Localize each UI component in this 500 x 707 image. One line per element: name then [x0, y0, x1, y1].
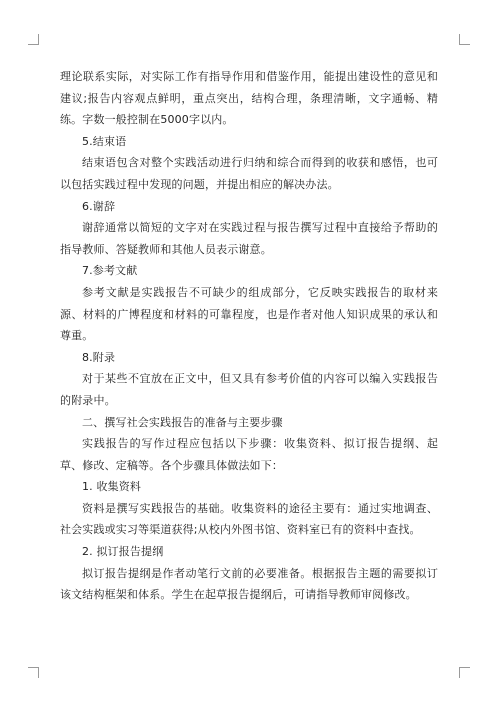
paragraph-intro-continuation: 理论联系实际，对实际工作有指导作用和借鉴作用，能提出建设性的意见和建议;报告内容观点鲜明，重点突出，结构合理，条理清晰，文字通畅、精练。字数一般控制在5000字以内。: [60, 70, 438, 127]
heading-acknowledgements: 6.谢辞: [82, 199, 116, 213]
paragraph-appendix: 对于某些不宜放在正文中，但又具有参考价值的内容可以编入实践报告的附录中。: [60, 372, 438, 407]
corner-mark-top-right: [459, 34, 470, 45]
heading-draft-outline: 2. 拟订报告提纲: [82, 545, 164, 559]
section-heading-preparation-steps: 二、撰写社会实践报告的准备与主要步骤: [82, 415, 283, 429]
paragraph-references: 参考文献是实践报告不可缺少的组成部分，它反映实践报告的取材来源、材料的广博程度和材料的可靠程度，也是作者对他人知识成果的承认和尊重。: [60, 285, 438, 343]
corner-mark-top-left: [28, 34, 39, 45]
heading-collect-materials: 1. 收集资料: [82, 480, 142, 494]
corner-mark-bottom-left: [28, 667, 39, 678]
paragraph-acknowledgements: 谢辞通常以简短的文字对在实践过程与报告撰写过程中直接给予帮助的指导教师、答疑教师和其他人员表示谢意。: [60, 221, 438, 256]
paragraph-draft-outline: 拟订报告提纲是作者动笔行文前的必要准备。根据报告主题的需要拟订该文结构框架和体系。学生在起草报告提纲后，可请指导教师审阅修改。: [60, 566, 438, 602]
paragraph-conclusion: 结束语包含对整个实践活动进行归纳和综合而得到的收获和感悟，也可以包括实践过程中发现的问题，并提出相应的解决办法。: [60, 156, 438, 191]
heading-references: 7.参考文献: [82, 264, 138, 278]
heading-appendix: 8.附录: [82, 350, 116, 364]
corner-mark-bottom-right: [459, 667, 470, 678]
heading-conclusion: 5.结束语: [82, 134, 127, 148]
paragraph-collect-materials: 资料是撰写实践报告的基础。收集资料的途径主要有：通过实地调查、社会实践或实习等渠道获得;从校内外图书馆、资料室已有的资料中查找。: [60, 501, 438, 537]
paragraph-writing-steps: 实践报告的写作过程应包括以下步骤：收集资料、拟订报告提纲、起草、修改、定稿等。各个步骤具体做法如下：: [60, 437, 438, 472]
document-body: [60, 66, 438, 606]
